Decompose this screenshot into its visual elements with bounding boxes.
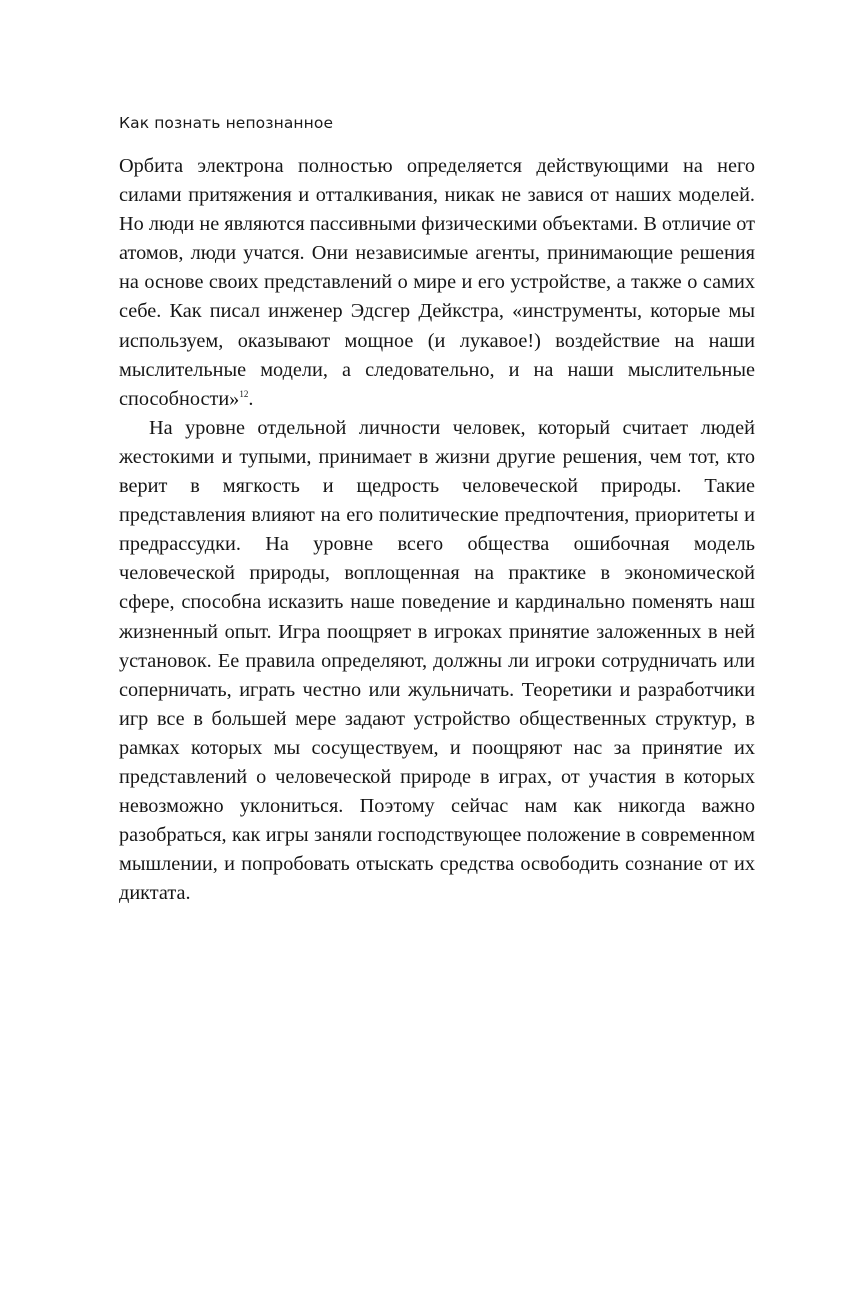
paragraph	[119, 152, 755, 414]
footnote-reference[interactable]: 12	[239, 388, 249, 399]
paragraph-text: Орбита электрона полностью определяется действующими на него силами притяжения и отталкивания, никак не завися от наших моделей. Но люди не являются пассивными физическими объектами. В отличие от атомов, люди учатся. Они независимые агенты, принимающие решения на основе своих представлений о мире и его устройстве, а также о самих себе. Как писал инженер Эдсгер Дейкстра, «инструменты, которые мы используем, оказывают мощное (и лукавое!) воздействие на наши мыслительные модели, а следовательно, и на наши мыслительные способности»	[119, 155, 755, 410]
paragraph	[119, 414, 755, 909]
paragraph-text-end: .	[248, 387, 254, 410]
running-head: Как познать непознанное	[119, 114, 334, 132]
body-text	[119, 152, 755, 908]
paragraph-text: На уровне отдельной личности человек, который считает людей жестокими и тупыми, принимает в жизни другие решения, чем тот, кто верит в мягкость и щедрость человеческой природы. Такие представления влияют на его политические предпочтения, приоритеты и предрассудки. На уровне всего общества ошибочная модель человеческой природы, воплощенная на практике в экономической сфере, способна исказить наше поведение и кардинально поменять наш жизненный опыт. Игра поощряет в игроках принятие заложенных в ней установок. Ее правила определяют, должны ли игроки сотрудничать или соперничать, играть честно или жульничать. Теоретики и разработчики игр все в большей мере задают устройство общественных структур, в рамках которых мы сосуществуем, и поощряют нас за принятие их представлений о человеческой природе в играх, от участия в которых невозможно уклониться. Поэтому сейчас нам как никогда важно разобраться, как игры заняли господствующее положение в современном мышлении, и попробовать отыскать средства освободить сознание от их диктата.	[119, 416, 755, 905]
